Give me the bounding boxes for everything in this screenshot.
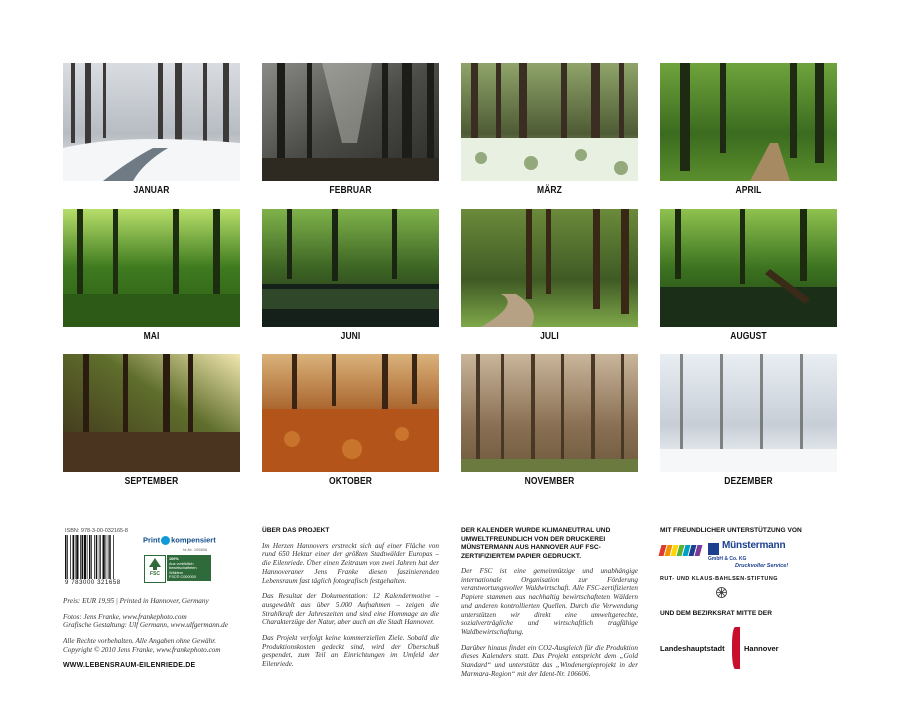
- barcode-bar: [76, 535, 78, 579]
- month-label-juli: JULI: [540, 331, 559, 342]
- barcode-bar: [100, 535, 101, 579]
- print-id: Id-Nr. 106606: [183, 547, 208, 552]
- photo-juli: [461, 209, 638, 327]
- stiftung-name: RUT- UND KLAUS-BAHLSEN-STIFTUNG: [660, 575, 778, 582]
- photo-februar: [262, 63, 439, 181]
- barcode-bar: [73, 535, 75, 579]
- imprint-column: [63, 527, 248, 677]
- climate-paragraph-1: Der FSC ist eine gemeinnützige und unabhängige internationale Organisation zur Förderung verantwortungsvoller Waldwirtschaft. Alle FSC-zertifizierten Papiere stammen aus nachhaltig bewirtschafteten Wäldern und anderen kontrollierten Quellen. Durch die Verwendung unterstützen wir direkt eine umweltgerechte, sozialverträgliche und wirtschaftlich tragfähige Waldbewirtschaftung.: [461, 567, 638, 636]
- rainbow-stripes: [660, 545, 701, 556]
- barcode-bar: [106, 535, 107, 579]
- project-column: [262, 527, 439, 676]
- barcode-bar: [94, 535, 95, 579]
- month-label-maerz: MÄRZ: [537, 185, 562, 196]
- month-label-oktober: OKTOBER: [329, 476, 372, 487]
- stiftung-emblem-icon: [716, 587, 727, 598]
- rights-text: Alle Rechte vorbehalten. Alle Angaben ohne Gewähr.: [63, 637, 217, 646]
- project-paragraph-2: Das Resultat der Dokumentation: 12 Kalendermotive – ausgewählt aus über 5.000 Aufnahmen – zeigen die Strahlkraft der Jahreszeiten und sind eine Hommage an die Charakterzüge der Natur, aber auch an die Stadt Hannover.: [262, 592, 439, 627]
- barcode-bar: [96, 535, 98, 579]
- muenstermann-name: Münstermann: [722, 539, 786, 551]
- hannover-logo: [660, 627, 837, 669]
- project-heading: ÜBER DAS PROJEKT: [262, 527, 330, 534]
- price-text: Preis: EUR 19,95 | Printed in Hannover, Germany: [63, 597, 209, 605]
- barcode-bar: [113, 535, 114, 579]
- barcode-bar: [70, 535, 71, 579]
- climate-paragraph-2: Darüber hinaus findet ein CO2-Ausgleich für die Produktion dieses Kalenders statt. Das Projekt entspricht dem „Gold Standard“ und unterstützt das „Windenergieprojekt in der Marmara-Region“ mit der Ident-Nr. 106606.: [461, 643, 638, 678]
- sponsors-heading: MIT FREUNDLICHER UNTERSTÜTZUNG VON: [660, 527, 802, 534]
- month-label-april: APRIL: [735, 185, 762, 196]
- hannover-text: Hannover: [744, 644, 779, 654]
- circle-icon: [161, 536, 170, 545]
- bezirksrat-heading: UND DEM BEZIRKSRAT MITTE DER: [660, 610, 772, 618]
- month-label-mai: MAI: [143, 331, 160, 342]
- muenstermann-logo: [660, 539, 837, 571]
- month-label-august: AUGUST: [730, 331, 767, 342]
- print-kompensiert-logo: Print kompensiert: [143, 535, 216, 545]
- barcode-digits: 9 783000 321658: [65, 580, 121, 586]
- barcode-bar: [109, 535, 111, 579]
- photo-juni: [262, 209, 439, 327]
- barcode-bar: [108, 535, 109, 579]
- month-label-dezember: DEZEMBER: [724, 476, 773, 487]
- photo-mai: [63, 209, 240, 327]
- photo-august: [660, 209, 837, 327]
- barcode-bar: [67, 535, 68, 579]
- design-credit: Grafische Gestaltung: Ulf Germann, www.ulfgermann.de: [63, 621, 228, 630]
- month-label-juni: JUNI: [340, 331, 361, 342]
- photo-maerz: [461, 63, 638, 181]
- photo-november: [461, 354, 638, 472]
- sponsors-column: [660, 527, 837, 669]
- photo-oktober: [262, 354, 439, 472]
- barcode-bar: [89, 535, 91, 579]
- website-link[interactable]: WWW.LEBENSRAUM-EILENRIEDE.DE: [63, 661, 196, 669]
- fsc-tree-logo: FSC: [144, 555, 166, 583]
- barcode-bar: [84, 535, 86, 579]
- photo-september: [63, 354, 240, 472]
- barcode-bar: [65, 535, 67, 579]
- barcode-bar: [87, 535, 88, 579]
- climate-heading: DER KALENDER WURDE KLIMANEUTRAL UND UMWELTFREUNDLICH VON DER DRUCKEREI MÜNSTERMANN AUS HANNOVER AUF FSC-ZERTIFIZIERTEM PAPIER GEDRUCKT.: [461, 527, 611, 560]
- copyright-text: Copyright © 2010 Jens Franke, www.frankephoto.com: [63, 645, 221, 654]
- fsc-label: 100% Aus vorbildlich bewirtschafteten Wäldern FSC® C000000: [167, 555, 211, 581]
- month-label-september: SEPTEMBER: [124, 476, 179, 487]
- photo-april: [660, 63, 837, 181]
- barcode-bar: [75, 535, 76, 579]
- photo-dezember: [660, 354, 837, 472]
- climate-column: [461, 527, 638, 685]
- barcode: [65, 535, 125, 579]
- month-label-november: NOVEMBER: [524, 476, 575, 487]
- muenstermann-sub: GmbH & Co. KG: [708, 555, 747, 562]
- month-label-januar: JANUAR: [133, 185, 170, 196]
- barcode-bar: [91, 535, 92, 579]
- isbn-text: ISBN: 978-3-00-032165-8: [65, 528, 128, 534]
- tree-icon: [148, 558, 162, 570]
- project-paragraph-1: Im Herzen Hannovers erstreckt sich auf einer Fläche von rund 650 Hektar einer der größten Stadtwälder Europas – die Eilenriede. Über einen Zeitraum von zwei Jahren hat der Hannoveraner Jens Franke diesen faszinierenden Lebensraum fast täglich fotografisch festgehalten.: [262, 541, 439, 585]
- hannover-red-mark-icon: [732, 627, 740, 669]
- photo-credit: Fotos: Jens Franke, www.frankephoto.com: [63, 612, 187, 621]
- project-paragraph-3: Das Projekt verfolgt keine kommerziellen Ziele. Sobald die Produktionskosten gedeckt sind, wird der Überschuß gespendet, zum Teil an Einrichtungen im Umfeld der Eilenriede.: [262, 634, 439, 669]
- barcode-bar: [80, 535, 81, 579]
- month-label-februar: FEBRUAR: [329, 185, 372, 196]
- m-square-icon: [708, 543, 719, 555]
- photo-januar: [63, 63, 240, 181]
- barcode-bar: [103, 535, 105, 579]
- landeshauptstadt-text: Landeshauptstadt: [660, 644, 725, 654]
- barcode-bar: [99, 535, 100, 579]
- muenstermann-tag: Druckvoller Service!: [735, 562, 789, 569]
- barcode-bar: [82, 535, 84, 579]
